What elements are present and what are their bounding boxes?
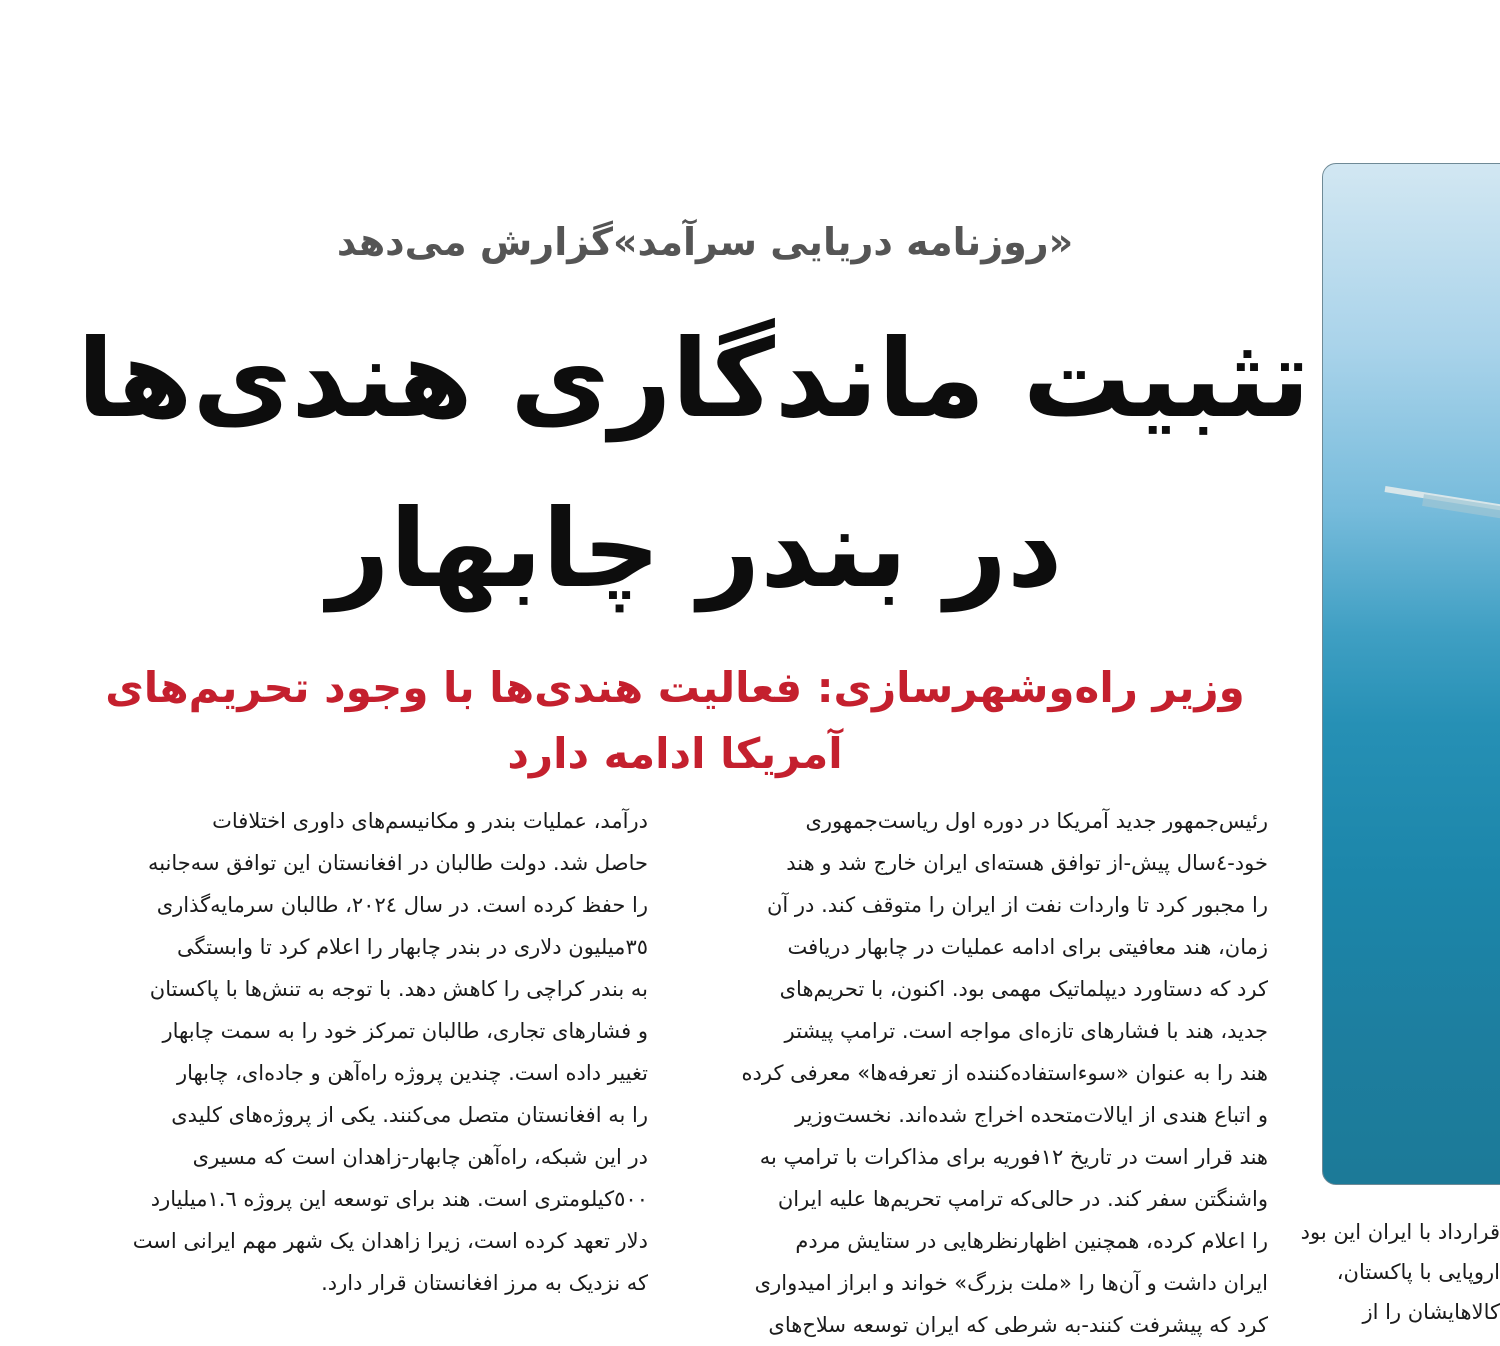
body-line: رئیس‌جمهور جدید آمریکا در دوره اول ریاست‌جمهوری	[805, 809, 1268, 833]
headline-line-1: تثبیت ماندگاری هندی‌ها	[77, 317, 1310, 442]
body-line: خود-٤سال پیش-از توافق هسته‌ای ایران خارج شد و هند	[786, 851, 1268, 875]
body-line: هند را به عنوان «سوءاستفاده‌کننده از تعرفه‌ها» معرفی کرده	[741, 1061, 1268, 1085]
body-line: را حفظ کرده است. در سال ٢٠٢٤، طالبان سرمایه‌گذاری	[156, 893, 648, 917]
body-line: در این شبکه، راه‌آهن چابهار-زاهدان است که مسیری	[192, 1145, 648, 1169]
body-line: و فشارهای تجاری، طالبان تمرکز خود را به سمت چابهار	[162, 1019, 648, 1043]
headline-line-2: در بندر چابهار	[327, 487, 1063, 612]
subheadline-line-2: آمریکا ادامه دارد	[507, 729, 843, 778]
body-line: را به افغانستان متصل می‌کنند. یکی از پروژه‌های کلیدی	[171, 1103, 648, 1127]
body-line: را مجبور کرد تا واردات نفت از ایران را متوقف کند. در آن	[766, 893, 1268, 917]
body-column-right	[698, 800, 1268, 1346]
side-column-cropped	[1300, 1212, 1500, 1332]
body-column-left	[78, 800, 648, 1304]
subheadline-line-1: وزیر راه‌وشهرسازی: فعالیت هندی‌ها با وجود تحریم‌های	[105, 663, 1245, 712]
body-line: را اعلام کرده، همچنین اظهارنظرهایی در ستایش مردم	[795, 1229, 1268, 1253]
body-line: و اتباع هندی از ایالات‌متحده اخراج شده‌اند. نخست‌وزیر	[795, 1103, 1268, 1127]
body-line: زمان، هند معافیتی برای ادامه عملیات در چابهار دریافت	[787, 935, 1268, 959]
side-line: کالاهایشان را از	[1362, 1300, 1500, 1324]
body-line: هند قرار است در تاریخ ١٢فوریه برای مذاکرات با ترامپ به	[759, 1145, 1268, 1169]
body-line: ٥٠٠کیلومتری است. هند برای توسعه این پروژه ١.٦میلیارد	[150, 1187, 648, 1211]
body-line: کرد که پیشرفت کنند-به شرطی که ایران توسعه سلاح‌های	[768, 1313, 1268, 1337]
body-line: جدید، هند با فشارهای تازه‌ای مواجه است. ترامپ پیشتر	[784, 1019, 1268, 1043]
body-line: که نزدیک به مرز افغانستان قرار دارد.	[321, 1271, 648, 1295]
body-line: درآمد، عملیات بندر و مکانیسم‌های داوری اختلافات	[212, 809, 648, 833]
body-line: ایران داشت و آن‌ها را «ملت بزرگ» خواند و ابراز امیدواری	[754, 1271, 1268, 1295]
body-line: واشنگتن سفر کند. در حالی‌که ترامپ تحریم‌ها علیه ایران	[777, 1187, 1268, 1211]
body-line: تغییر داده است. چندین پروژه راه‌آهن و جاده‌ای، چابهار	[176, 1061, 648, 1085]
body-line: کرد که دستاورد دیپلماتیک مهمی بود. اکنون، با تحریم‌های	[779, 977, 1268, 1001]
body-line: دلار تعهد کرده است، زیرا زاهدان یک شهر مهم ایرانی است	[132, 1229, 648, 1253]
port-sea-photo	[1322, 163, 1500, 1185]
body-line: ٣٥میلیون دلاری در بندر چابهار را اعلام کرد تا وابستگی	[176, 935, 648, 959]
body-line: حاصل شد. دولت طالبان در افغانستان این توافق سه‌جانبه	[147, 851, 648, 875]
side-line: اروپایی با پاکستان،	[1336, 1260, 1500, 1284]
article-kicker: «روزنامه دریایی سرآمد»گزارش می‌دهد	[336, 220, 1074, 264]
body-line: به بندر کراچی را کاهش دهد. با توجه به تنش‌ها با پاکستان	[149, 977, 648, 1001]
side-line: قرارداد با ایران این بود	[1300, 1220, 1500, 1244]
